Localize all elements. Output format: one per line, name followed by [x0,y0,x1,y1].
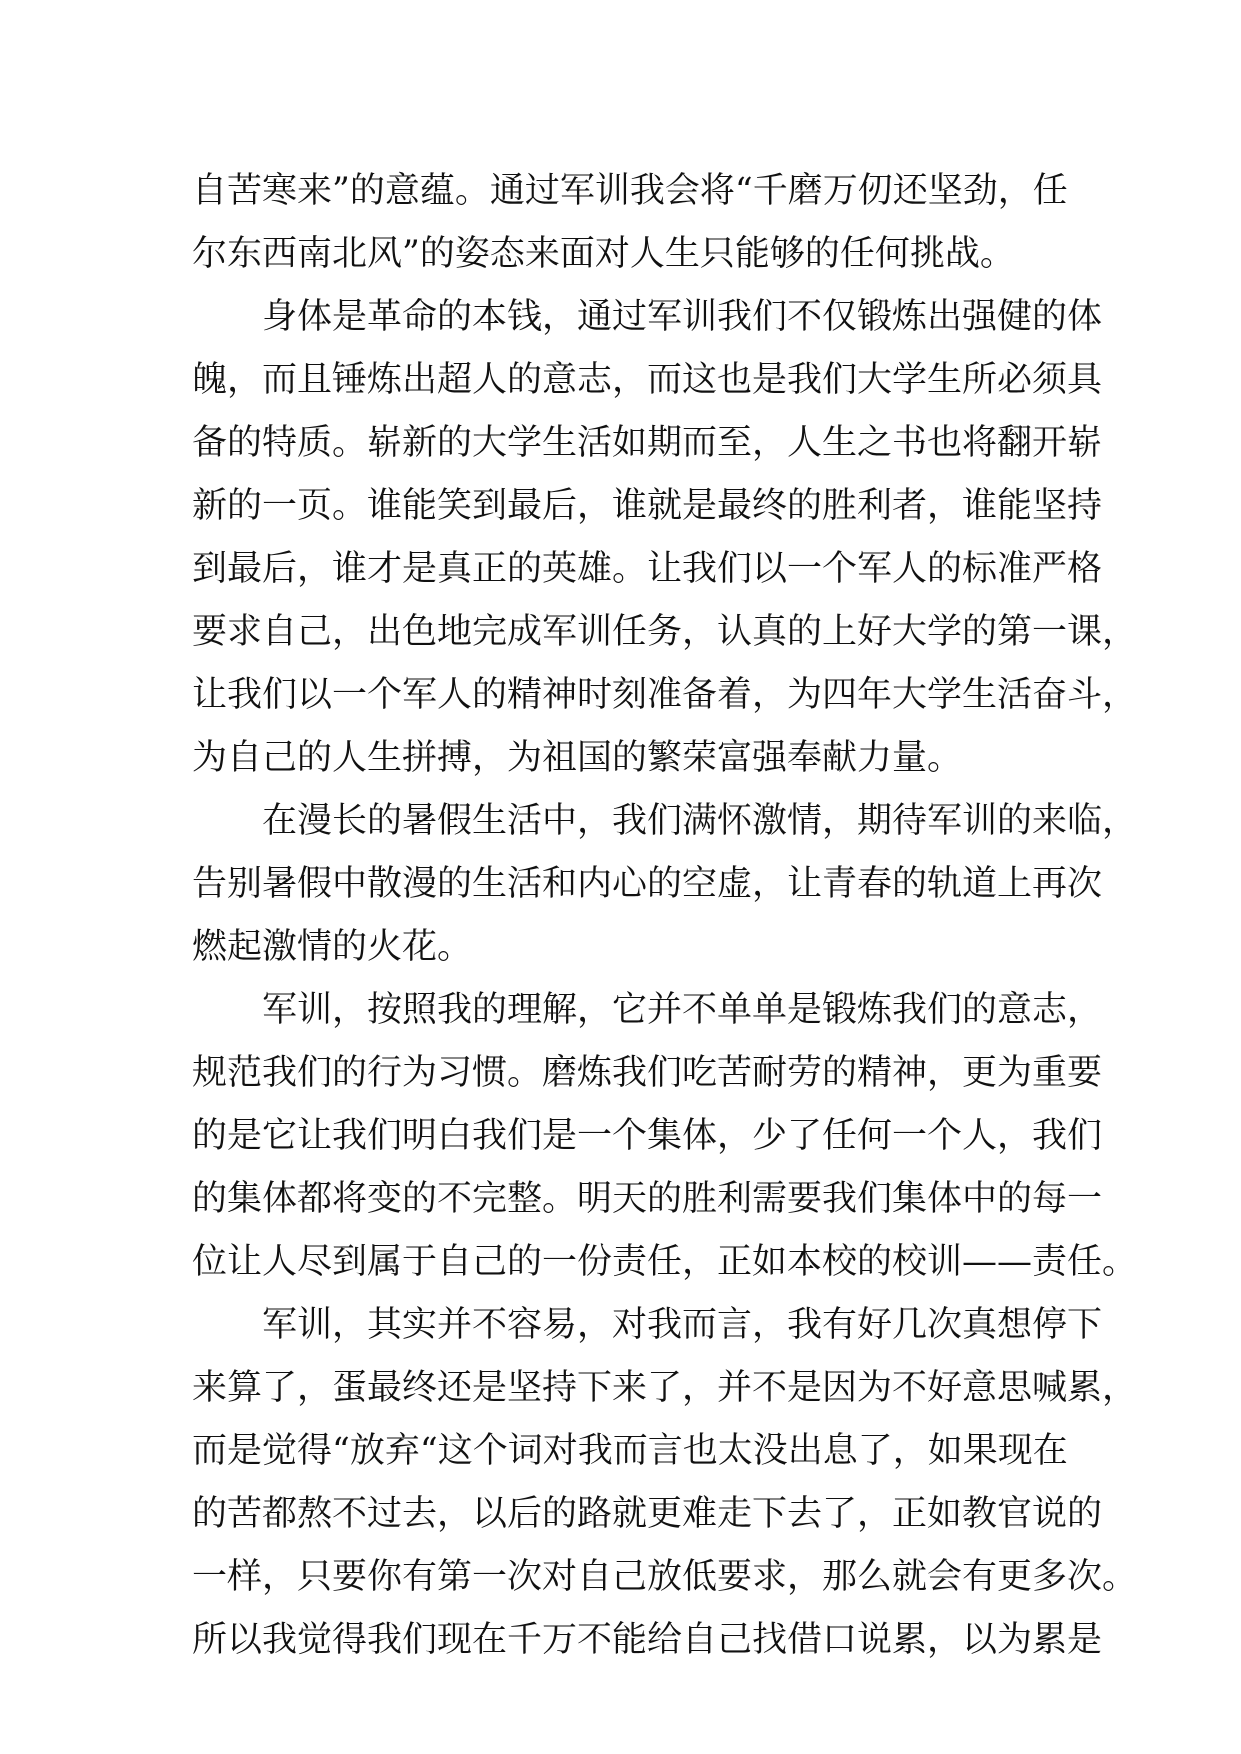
text-line: 在漫长的暑假生活中，我们满怀激情，期待军训的来临， [262,801,1138,841]
text-line: 魄，而且锤炼出超人的意志，而这也是我们大学生所必须具 [192,360,1103,400]
text-line: 军训，按照我的理解，它并不单单是锻炼我们的意志， [262,990,1103,1030]
text-line: 的集体都将变的不完整。明天的胜利需要我们集体中的每一 [192,1179,1103,1219]
text-line: 燃起激情的火花。 [192,927,473,967]
text-line: 所以我觉得我们现在千万不能给自己找借口说累，以为累是 [192,1620,1103,1660]
text-line: 身体是革命的本钱，通过军训我们不仅锻炼出强健的体 [262,297,1103,337]
text-line: 而是觉得“放弃“这个词对我而言也太没出息了，如果现在 [192,1431,1068,1471]
text-line: 备的特质。崭新的大学生活如期而至，人生之书也将翻开崭 [192,423,1103,463]
text-line: 的是它让我们明白我们是一个集体，少了任何一个人，我们 [192,1116,1103,1156]
text-line: 一样，只要你有第一次对自己放低要求，那么就会有更多次。 [192,1557,1138,1597]
text-line: 的苦都熬不过去，以后的路就更难走下去了，正如教官说的 [192,1494,1103,1534]
text-line: 自苦寒来”的意蕴。通过军训我会将“千磨万仞还坚劲，任 [192,171,1068,211]
text-line: 为自己的人生拼搏，为祖国的繁荣富强奉献力量。 [192,738,963,778]
text-line: 位让人尽到属于自己的一份责任，正如本校的校训——责任。 [192,1242,1138,1282]
text-line: 军训，其实并不容易，对我而言，我有好几次真想停下 [262,1305,1103,1345]
text-line: 尔东西南北风”的姿态来面对人生只能够的任何挑战。 [192,234,1015,274]
text-line: 告别暑假中散漫的生活和内心的空虚，让青春的轨道上再次 [192,864,1103,904]
text-line: 规范我们的行为习惯。磨炼我们吃苦耐劳的精神，更为重要 [192,1053,1103,1093]
text-line: 新的一页。谁能笑到最后，谁就是最终的胜利者，谁能坚持 [192,486,1103,526]
text-line: 要求自己，出色地完成军训任务，认真的上好大学的第一课， [192,612,1138,652]
text-line: 来算了，蛋最终还是坚持下来了，并不是因为不好意思喊累， [192,1368,1138,1408]
text-line: 让我们以一个军人的精神时刻准备着，为四年大学生活奋斗， [192,675,1138,715]
document-page [192,160,1138,1672]
text-line: 到最后，谁才是真正的英雄。让我们以一个军人的标准严格 [192,549,1103,589]
